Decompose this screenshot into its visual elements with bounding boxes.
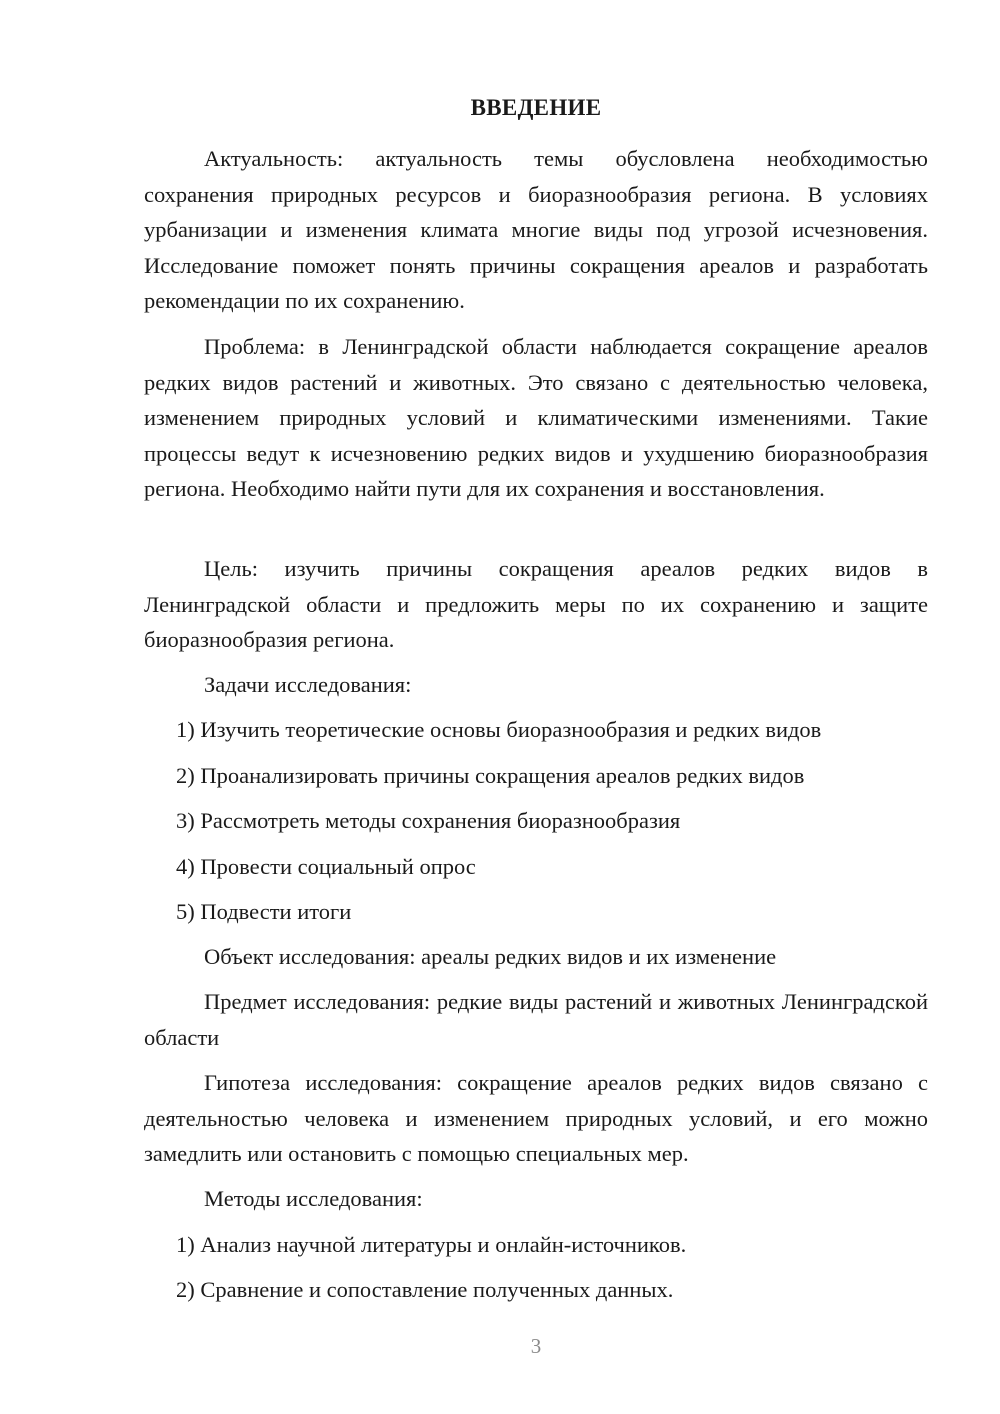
list-item-task-5: 5) Подвести итоги (176, 899, 352, 924)
problem-paragraph: Проблема: в Ленинградской области наблюдается сокращение ареалов редких видов растений и животных. Это связано с деятельностью человека, изменением природных условий и климатическими изменениями. Такие процессы ведут к исчезновению редких видов и ухудшению биоразнообразия региона. Необходимо найти пути для их сохранения и восстановления. (144, 334, 928, 501)
hypothesis-paragraph: Гипотеза исследования: сокращение ареалов редких видов связано с деятельностью человека и изменением природных условий, и его можно замедлить или остановить с помощью специальных мер. (144, 1070, 928, 1166)
actuality-paragraph: Актуальность: актуальность темы обусловлена необходимостью сохранения природных ресурсов и биоразнообразия региона. В условиях урбанизации и изменения климата многие виды под угрозой исчезновения. Исследование поможет понять причины сокращения ареалов и разработать рекомендации по их сохранению. (144, 146, 928, 313)
page-title: ВВЕДЕНИЕ (470, 95, 602, 120)
page-number: 3 (530, 1334, 542, 1358)
subject-paragraph: Предмет исследования: редкие виды растений и животных Ленинградской области (144, 989, 928, 1050)
list-item-task-3: 3) Рассмотреть методы сохранения биоразнообразия (176, 808, 681, 833)
object-paragraph: Объект исследования: ареалы редких видов и их изменение (204, 944, 777, 969)
methods-heading: Методы исследования: (204, 1186, 423, 1211)
tasks-heading: Задачи исследования: (204, 672, 412, 697)
list-item-task-1: 1) Изучить теоретические основы биоразнообразия и редких видов (176, 717, 822, 742)
list-item-method-2: 2) Сравнение и сопоставление полученных данных. (176, 1277, 674, 1302)
list-item-method-1: 1) Анализ научной литературы и онлайн-источников. (176, 1232, 687, 1257)
goal-paragraph: Цель: изучить причины сокращения ареалов редких видов в Ленинградской области и предложить меры по их сохранению и защите биоразнообразия региона. (144, 556, 928, 652)
list-item-task-4: 4) Провести социальный опрос (176, 854, 476, 879)
list-item-task-2: 2) Проанализировать причины сокращения ареалов редких видов (176, 763, 805, 788)
